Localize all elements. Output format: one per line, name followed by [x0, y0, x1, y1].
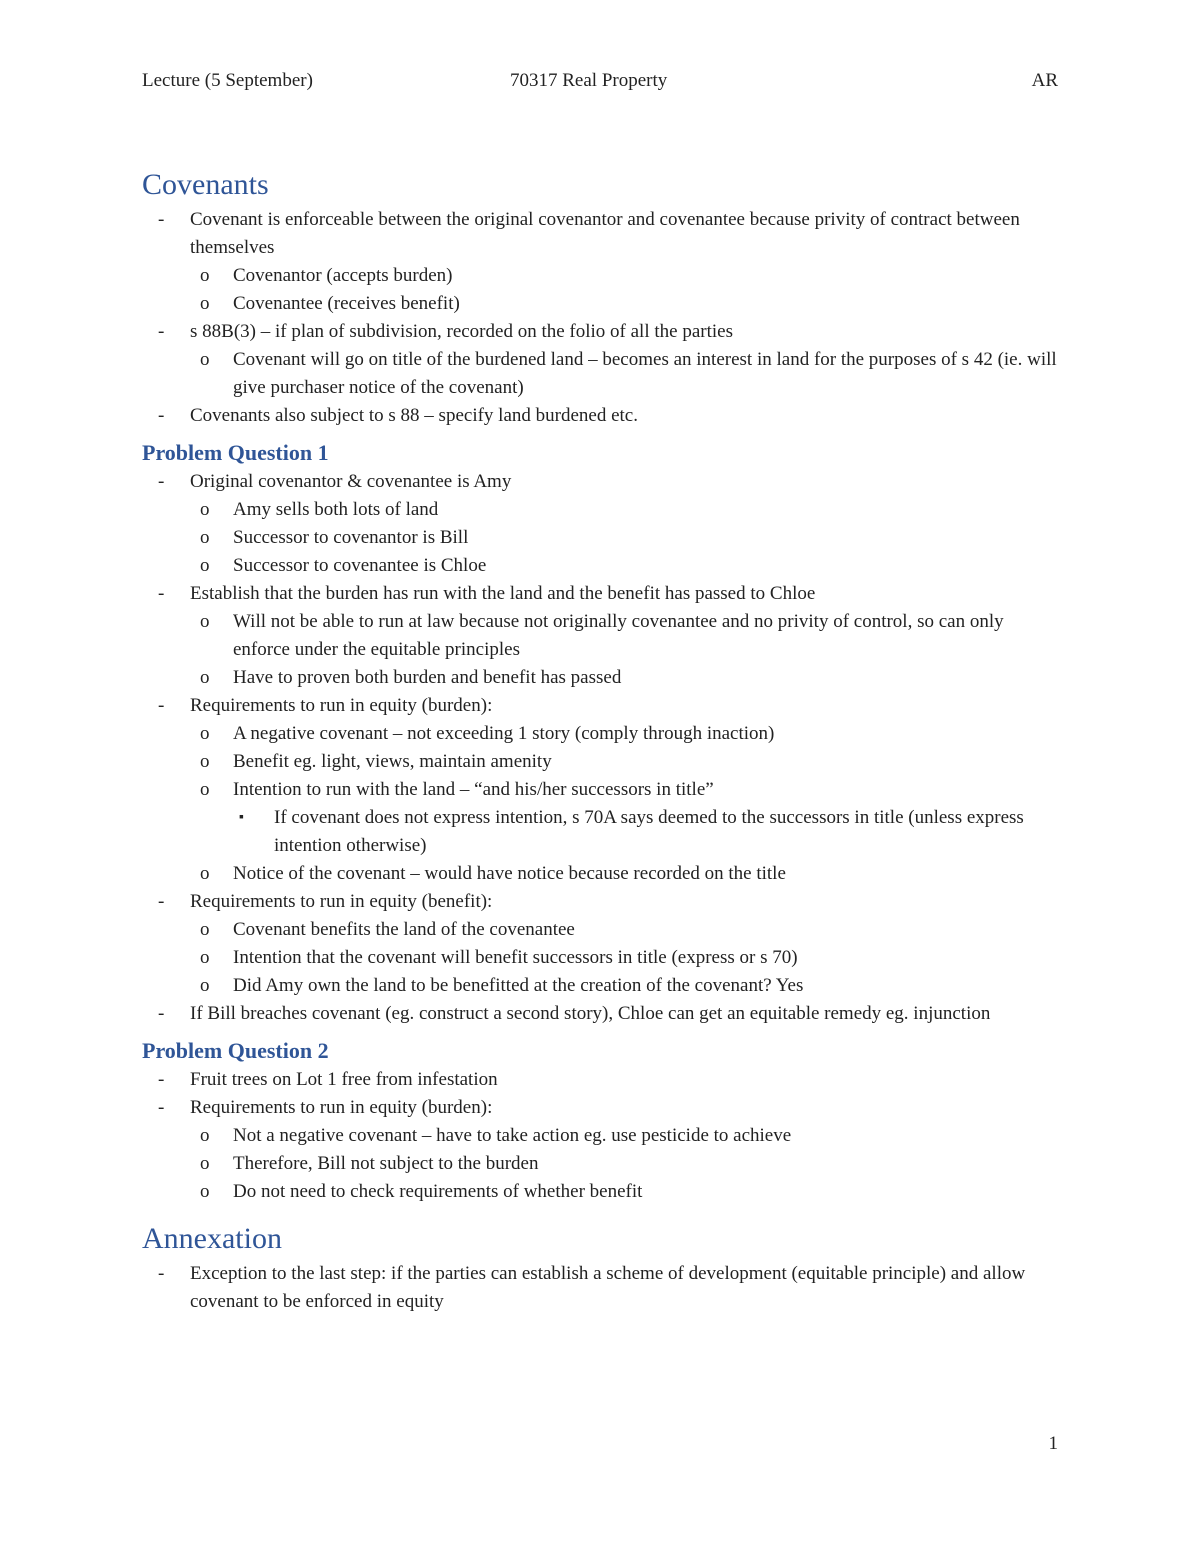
dash-bullet: - [158, 1003, 165, 1024]
list-item [142, 1260, 1062, 1316]
list-item [142, 720, 1062, 748]
section-annexation [142, 1220, 1062, 1316]
list-item [142, 1066, 1062, 1094]
circle-bullet: o [200, 527, 210, 548]
circle-bullet: o [200, 1125, 210, 1146]
list-item-text: Notice of the covenant – would have notice because recorded on the title [233, 863, 786, 884]
list-item [142, 972, 1062, 1000]
circle-bullet: o [200, 1153, 210, 1174]
list-item [142, 888, 1062, 916]
list-item [142, 944, 1062, 972]
list-item [142, 290, 1062, 318]
list-item-text: Covenantee (receives benefit) [233, 293, 460, 314]
header-course-title: 70317 Real Property [510, 70, 668, 91]
circle-bullet: o [200, 293, 210, 314]
circle-bullet: o [200, 919, 210, 940]
list-item-text: Benefit eg. light, views, maintain amenity [233, 751, 552, 772]
list-item-text: If Bill breaches covenant (eg. construct a second story), Chloe can get an equitable remedy eg. injunction [190, 1003, 991, 1024]
list-item [142, 692, 1062, 720]
list-item-text: Intention to run with the land – “and his/her successors in title” [233, 779, 714, 800]
dash-bullet: - [158, 1097, 165, 1118]
list-item [142, 860, 1062, 888]
list-item-text: Covenantor (accepts burden) [233, 265, 453, 286]
subsection-heading: Problem Question 1 [142, 440, 329, 465]
header-lecture-date: Lecture (5 September) [142, 70, 313, 91]
dash-bullet: - [158, 321, 165, 342]
list-item [142, 206, 1062, 262]
circle-bullet: o [200, 779, 210, 800]
section-problem-question-2 [142, 1036, 1062, 1206]
list-item-text: Covenant benefits the land of the covenantee [233, 919, 575, 940]
list-item-text: Establish that the burden has run with the land and the benefit has passed to Chloe [190, 583, 816, 604]
list-item-text: Therefore, Bill not subject to the burden [233, 1153, 539, 1174]
circle-bullet: o [200, 555, 210, 576]
dash-bullet: - [158, 209, 165, 230]
dash-bullet: - [158, 1069, 165, 1090]
list-item [142, 318, 1062, 346]
list-item [142, 1122, 1062, 1150]
dash-bullet: - [158, 583, 165, 604]
list-item-text: Intention that the covenant will benefit successors in title (express or s 70) [233, 947, 798, 968]
document-body [142, 166, 1062, 1316]
circle-bullet: o [200, 667, 210, 688]
list-item [142, 664, 1062, 692]
circle-bullet: o [200, 1181, 210, 1202]
list-item-text: s 88B(3) – if plan of subdivision, recorded on the folio of all the parties [190, 321, 733, 342]
circle-bullet: o [200, 499, 210, 520]
header-author-initials: AR [1031, 70, 1058, 91]
dash-bullet: - [158, 695, 165, 716]
section-heading: Covenants [142, 168, 269, 201]
list-item-text: Covenant will go on title of the burdened land – becomes an interest in land for the purposes of s 42 (ie. will give purchaser notice of the covenant) [233, 349, 1057, 398]
list-item-text: Requirements to run in equity (benefit): [190, 891, 493, 912]
list-item [142, 916, 1062, 944]
bullet-list [142, 1260, 1062, 1316]
square-bullet: ▪ [239, 810, 244, 825]
circle-bullet: o [200, 947, 210, 968]
list-item [142, 262, 1062, 290]
list-item [142, 496, 1062, 524]
list-item-text: Did Amy own the land to be benefitted at the creation of the covenant? Yes [233, 975, 804, 996]
bullet-list [142, 206, 1062, 430]
subsection-heading: Problem Question 2 [142, 1038, 329, 1063]
bullet-list [142, 468, 1062, 1028]
list-item-text: Will not be able to run at law because not originally covenantee and no privity of control, so can only enforce under the equitable principles [233, 611, 1004, 660]
circle-bullet: o [200, 349, 210, 370]
list-item [142, 1000, 1062, 1028]
list-item-text: Exception to the last step: if the parties can establish a scheme of development (equitable principle) and allow covenant to be enforced in equity [190, 1263, 1026, 1312]
dash-bullet: - [158, 891, 165, 912]
bullet-list [142, 1066, 1062, 1206]
list-item-text: Covenant is enforceable between the original covenantor and covenantee because privity of contract between themselves [190, 209, 1020, 258]
section-heading: Annexation [142, 1222, 282, 1255]
list-item-text: Have to proven both burden and benefit has passed [233, 667, 622, 688]
list-item-text: Successor to covenantor is Bill [233, 527, 469, 548]
circle-bullet: o [200, 723, 210, 744]
circle-bullet: o [200, 611, 210, 632]
list-item-text: A negative covenant – not exceeding 1 story (comply through inaction) [233, 723, 775, 744]
dash-bullet: - [158, 471, 165, 492]
section-problem-question-1 [142, 438, 1062, 1028]
page-header [142, 70, 1058, 98]
circle-bullet: o [200, 975, 210, 996]
page-number: 1 [1048, 1433, 1058, 1454]
list-item-text: If covenant does not express intention, s 70A says deemed to the successors in title (unless express intention otherwise) [274, 807, 1024, 856]
list-item [142, 1094, 1062, 1122]
dash-bullet: - [158, 1263, 165, 1284]
list-item-text: Requirements to run in equity (burden): [190, 695, 493, 716]
list-item [142, 776, 1062, 804]
list-item [142, 524, 1062, 552]
section-covenants [142, 166, 1062, 430]
list-item [142, 580, 1062, 608]
circle-bullet: o [200, 265, 210, 286]
list-item-text: Do not need to check requirements of whether benefit [233, 1181, 643, 1202]
list-item-text: Covenants also subject to s 88 – specify land burdened etc. [190, 405, 638, 426]
list-item [142, 1150, 1062, 1178]
list-item-text: Successor to covenantee is Chloe [233, 555, 487, 576]
list-item [142, 1178, 1062, 1206]
list-item [142, 468, 1062, 496]
list-item [142, 608, 1062, 664]
list-item [142, 748, 1062, 776]
list-item [142, 346, 1062, 402]
list-item [142, 402, 1062, 430]
list-item [142, 804, 1062, 860]
list-item-text: Amy sells both lots of land [233, 499, 439, 520]
circle-bullet: o [200, 863, 210, 884]
list-item-text: Not a negative covenant – have to take action eg. use pesticide to achieve [233, 1125, 792, 1146]
circle-bullet: o [200, 751, 210, 772]
dash-bullet: - [158, 405, 165, 426]
list-item [142, 552, 1062, 580]
list-item-text: Requirements to run in equity (burden): [190, 1097, 493, 1118]
list-item-text: Original covenantor & covenantee is Amy [190, 471, 512, 492]
list-item-text: Fruit trees on Lot 1 free from infestation [190, 1069, 498, 1090]
